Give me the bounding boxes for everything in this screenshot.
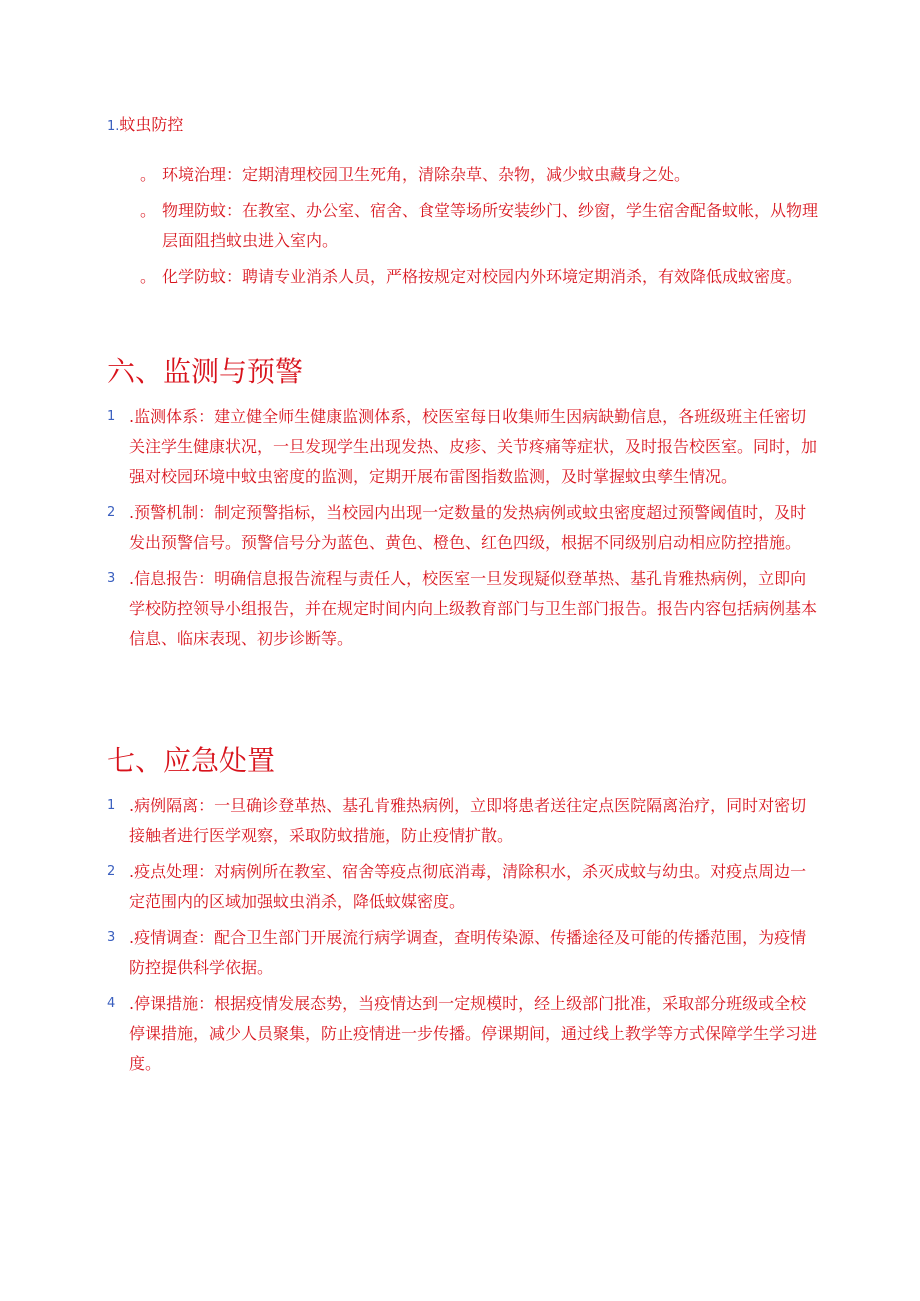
bullet-item [140,196,820,256]
list-item [107,564,819,654]
bullet-item [140,262,820,292]
list-item [107,498,819,558]
subsection-heading [107,113,183,139]
item-text: .疫点处理：对病例所在教室、宿舍等疫点彻底消毒，清除积水，杀灭成蚊与幼虫。对疫点周边一定范围内的区域加强蚊虫消杀，降低蚊媒密度。 [129,862,807,911]
bullet-text: 物理防蚊：在教室、办公室、宿舍、食堂等场所安装纱门、纱窗，学生宿舍配备蚊帐，从物理层面阻挡蚊虫进入室内。 [162,201,819,250]
item-number: 2 [107,505,116,520]
subsection-title: 蚊虫防控 [119,115,184,134]
bullet-text: 环境治理：定期清理校园卫生死角，清除杂草、杂物，减少蚊虫藏身之处。 [162,165,691,184]
bullet-text: 化学防蚊：聘请专业消杀人员，严格按规定对校园内外环境定期消杀，有效降低成蚊密度。 [162,267,803,286]
item-number: 2 [107,864,116,879]
bullet-marker: 。 [140,267,157,286]
bullet-item [140,160,820,190]
emergency-list [107,791,819,1085]
list-item [107,923,819,983]
item-number: 4 [107,996,116,1011]
item-number: 3 [107,571,116,586]
list-item [107,989,819,1079]
item-text: .信息报告：明确信息报告流程与责任人，校医室一旦发现疑似登革热、基孔肯雅热病例，立即向学校防控领导小组报告，并在规定时间内向上级教育部门与卫生部门报告。报告内容包括病例基本信息、临床表现、初步诊断等。 [129,569,818,648]
item-number: 3 [107,930,116,945]
monitoring-list [107,402,819,660]
section-title-monitoring: 六、监测与预警 [107,355,304,388]
item-text: .预警机制：制定预警指标，当校园内出现一定数量的发热病例或蚊虫密度超过预警阈值时，及时发出预警信号。预警信号分为蓝色、黄色、橙色、红色四级，根据不同级别启动相应防控措施。 [129,503,807,552]
list-item [107,857,819,917]
item-number: 1 [107,798,116,813]
section-title-emergency: 七、应急处置 [107,744,276,777]
item-text: .病例隔离：一旦确诊登革热、基孔肯雅热病例，立即将患者送往定点医院隔离治疗，同时对密切接触者进行医学观察，采取防蚊措施，防止疫情扩散。 [129,796,807,845]
list-item [107,402,819,492]
bullet-marker: 。 [140,165,157,184]
bullet-marker: 。 [140,201,157,220]
item-text: .停课措施：根据疫情发展态势，当疫情达到一定规模时，经上级部门批准，采取部分班级或全校停课措施，减少人员聚集，防止疫情进一步传播。停课期间，通过线上教学等方式保障学生学习进度。 [129,994,818,1073]
item-text: .疫情调查：配合卫生部门开展流行病学调查，查明传染源、传播途径及可能的传播范围，为疫情防控提供科学依据。 [129,928,807,977]
bullet-list [140,160,820,298]
item-text: .监测体系：建立健全师生健康监测体系，校医室每日收集师生因病缺勤信息，各班级班主任密切关注学生健康状况，一旦发现学生出现发热、皮疹、关节疼痛等症状，及时报告校医室。同时，加强对校园环境中蚊虫密度的监测，定期开展布雷图指数监测，及时掌握蚊虫孳生情况。 [129,407,818,486]
list-item [107,791,819,851]
subsection-number: 1. [107,119,120,134]
item-number: 1 [107,409,116,424]
